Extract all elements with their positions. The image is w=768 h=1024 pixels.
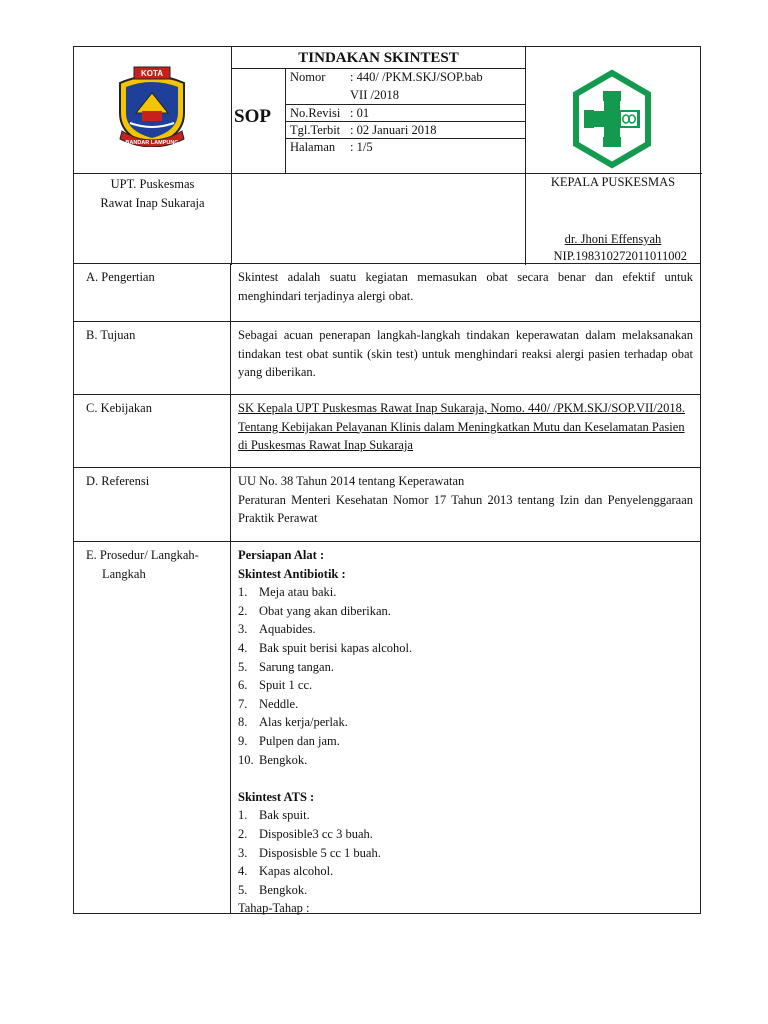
list-number: 4. (238, 640, 248, 655)
list-number: 9. (238, 733, 248, 748)
list-item (238, 732, 693, 751)
list-number: 8. (238, 715, 248, 730)
sop-label: SOP (234, 106, 271, 127)
list-item (238, 751, 693, 770)
list-item (238, 695, 693, 714)
meta-label: Tgl.Terbit (290, 123, 341, 137)
label-line: Langkah (102, 567, 146, 581)
meta-value: VII /2018 (350, 88, 399, 102)
list-item (238, 658, 693, 677)
list-text: Bengkok. (259, 882, 308, 897)
list-item (238, 825, 693, 844)
meta-halaman (290, 139, 373, 156)
subheading: Skintest Antibiotik : (238, 566, 346, 581)
list-number: 1. (238, 585, 248, 600)
label-line: E. Prosedur/ Langkah- (86, 548, 199, 562)
divider (231, 47, 232, 265)
section-text (231, 468, 700, 528)
divider (74, 173, 702, 174)
subheading: Skintest ATS : (238, 789, 315, 804)
section-tujuan (73, 322, 701, 395)
list-text: Sarung tangan. (259, 659, 334, 674)
list-text: Aquabides. (259, 622, 316, 637)
list-number: 3. (238, 622, 248, 637)
list-number: 7. (238, 696, 248, 711)
meta-revisi (290, 105, 369, 122)
list-number: 6. (238, 678, 248, 693)
list-number: 10. (238, 752, 254, 767)
section-text: SK Kepala UPT Puskesmas Rawat Inap Sukaraja, Nomo. 440/ /PKM.SKJ/SOP.VII/2018. Tentang Kebijakan Pelayanan Klinis dalam Meningkatkan Mutu dan Keselamatan Pasien di Puskesmas Rawat Inap Sukaraja (238, 401, 685, 453)
list-number: 5. (238, 659, 248, 674)
head-name: dr. Jhoni Effensyah (564, 232, 662, 246)
logo-top-text: KOTA (140, 69, 164, 78)
list-item (238, 602, 693, 621)
section-prosedur (73, 542, 701, 914)
sop-header (73, 46, 701, 264)
section-referensi (73, 468, 701, 542)
section-text (231, 542, 700, 918)
list-text: Kapas alcohol. (259, 864, 334, 879)
section-kebijakan (73, 395, 701, 468)
meta-nomor-cont (290, 87, 399, 104)
section-label: B. Tujuan (74, 322, 231, 394)
list-text: Neddle. (259, 696, 299, 711)
meta-label: Halaman (290, 140, 336, 154)
list-number: 2. (238, 603, 248, 618)
list-item (238, 844, 693, 863)
head-title: KEPALA PUSKESMAS (550, 175, 676, 189)
organization-name (74, 175, 231, 213)
list-item (238, 583, 693, 602)
org-line: UPT. Puskesmas (110, 177, 195, 191)
list-number: 2. (238, 826, 248, 841)
section-label: D. Referensi (74, 468, 231, 541)
meta-value: : 440/ /PKM.SKJ/SOP.bab (350, 70, 483, 84)
meta-value: : 1/5 (350, 140, 373, 154)
list-text: Meja atau baki. (259, 585, 337, 600)
list-item (238, 881, 693, 900)
section-pengertian (73, 264, 701, 322)
list-number: 5. (238, 882, 248, 897)
list-item (238, 862, 693, 881)
list-number: 4. (238, 864, 248, 879)
section-label: C. Kebijakan (74, 395, 231, 467)
list-text: Pulpen dan jam. (259, 733, 340, 748)
list-text: Obat yang akan diberikan. (259, 603, 391, 618)
meta-value: : 01 (350, 106, 370, 120)
puskesmas-logo (570, 69, 654, 169)
list-text: Spuit 1 cc. (259, 678, 313, 693)
org-line: Rawat Inap Sukaraja (100, 196, 205, 210)
reference-line: Peraturan Menteri Kesehatan Nomor 17 Tahun 2013 tentang Izin dan Penyelenggaraan Praktik Perawat (238, 492, 693, 526)
list-text: Disposisble 5 cc 1 buah. (259, 845, 381, 860)
meta-label: No.Revisi (290, 106, 341, 120)
section-label: A. Pengertian (74, 264, 231, 321)
list-item (238, 620, 693, 639)
meta-terbit (290, 122, 436, 139)
list-text: Bak spuit berisi kapas alcohol. (259, 640, 413, 655)
meta-nomor (290, 69, 483, 86)
subheading: Persiapan Alat : (238, 548, 325, 562)
section-text: Sebagai acuan penerapan langkah-langkah tindakan keperawatan dalam melaksanakan tindakan test obat suntik (skin test) untuk menghindari reaksi alergi pasien terhadap obat yang diberikan. (238, 328, 693, 380)
list-item (238, 806, 693, 825)
reference-line: UU No. 38 Tahun 2014 tentang Keperawatan (238, 474, 465, 488)
section-label (74, 542, 231, 913)
list-text: Bengkok. (259, 752, 308, 767)
meta-label: Nomor (290, 70, 326, 84)
section-text: Skintest adalah suatu kegiatan memasukan obat secara benar dan efektif untuk menghindari terjadinya alergi obat. (238, 270, 693, 303)
tahap-heading: Tahap-Tahap : (238, 901, 310, 916)
list-item (238, 676, 693, 695)
city-logo (112, 65, 192, 147)
list-number: 1. (238, 808, 248, 823)
sop-document (73, 46, 701, 914)
antibiotik-list (238, 583, 693, 769)
list-text: Bak spuit. (259, 808, 310, 823)
logo-bottom-text: BANDAR LAMPUNG (125, 140, 179, 146)
list-item (238, 713, 693, 732)
document-title: TINDAKAN SKINTEST (298, 50, 459, 66)
list-item (238, 639, 693, 658)
ats-list (238, 806, 693, 899)
meta-value: : 02 Januari 2018 (350, 123, 437, 137)
list-text: Alas kerja/perlak. (259, 715, 348, 730)
list-number: 3. (238, 845, 248, 860)
head-nip: NIP.198310272011011002 (553, 249, 687, 263)
list-text: Disposible3 cc 3 buah. (259, 826, 373, 841)
